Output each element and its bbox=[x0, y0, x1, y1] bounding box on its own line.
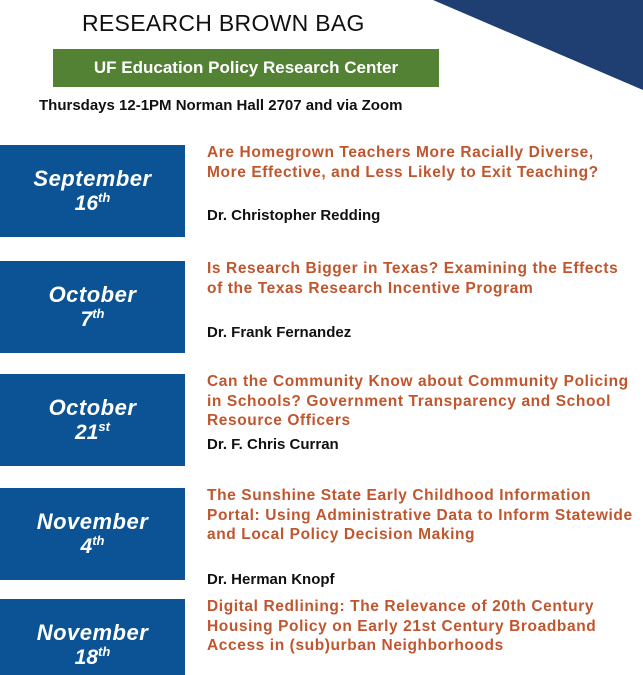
event-speaker: Dr. Herman Knopf bbox=[207, 571, 335, 588]
date-month: September bbox=[33, 166, 152, 191]
event-title: Can the Community Know about Community Policing in Schools? Government Transparency and School Resource Officers bbox=[207, 373, 629, 429]
corner-decoration bbox=[433, 0, 643, 90]
date-day-suffix: th bbox=[98, 644, 111, 659]
event-speaker: Dr. F. Chris Curran bbox=[207, 436, 339, 453]
event-item bbox=[0, 261, 643, 353]
corner-triangle bbox=[433, 0, 643, 90]
center-name: UF Education Policy Research Center bbox=[93, 58, 399, 77]
date-box bbox=[0, 488, 185, 580]
date-day-suffix: th bbox=[98, 190, 111, 205]
date-day-number: 7 bbox=[80, 308, 93, 331]
date-day-number: 21 bbox=[75, 421, 99, 444]
event-title: The Sunshine State Early Childhood Information Portal: Using Administrative Data to Inform Statewide and Local Policy Decision Making bbox=[207, 487, 633, 543]
date-day-number: 4 bbox=[80, 535, 93, 558]
date-box bbox=[0, 374, 185, 466]
event-item bbox=[0, 145, 643, 237]
date-day-number: 18 bbox=[74, 646, 99, 669]
date-box bbox=[0, 145, 185, 237]
event-title: Are Homegrown Teachers More Racially Diverse, More Effective, and Less Likely to Exit Teaching? bbox=[207, 144, 599, 181]
date-day bbox=[81, 535, 105, 559]
event-speaker: Dr. Frank Fernandez bbox=[207, 324, 352, 341]
center-banner bbox=[53, 49, 439, 87]
date-month: November bbox=[36, 620, 149, 645]
schedule-info: Thursdays 12-1PM Norman Hall 2707 and via Zoom bbox=[39, 97, 403, 114]
date-month: October bbox=[48, 395, 137, 420]
event-title: Is Research Bigger in Texas? Examining the Effects of the Texas Research Incentive Program bbox=[207, 260, 619, 297]
date-box bbox=[0, 599, 185, 675]
date-day bbox=[75, 421, 110, 445]
event-speaker: Dr. Christopher Redding bbox=[207, 207, 381, 224]
event-item bbox=[0, 599, 643, 675]
date-box bbox=[0, 261, 185, 353]
page-title: RESEARCH BROWN BAG bbox=[82, 10, 365, 36]
date-month: October bbox=[48, 282, 137, 307]
event-item bbox=[0, 374, 643, 466]
date-day-suffix: th bbox=[92, 533, 105, 548]
date-day bbox=[81, 308, 105, 332]
date-month: November bbox=[36, 509, 149, 534]
event-item bbox=[0, 487, 643, 588]
date-day-suffix: st bbox=[98, 419, 110, 434]
date-day-number: 16 bbox=[74, 192, 99, 215]
date-day-suffix: th bbox=[92, 306, 105, 321]
date-day bbox=[75, 192, 111, 216]
event-title: Digital Redlining: The Relevance of 20th Century Housing Policy on Early 21st Century Broadband Access in (sub)urban Neighborhoods bbox=[207, 598, 597, 654]
date-day bbox=[75, 646, 111, 670]
